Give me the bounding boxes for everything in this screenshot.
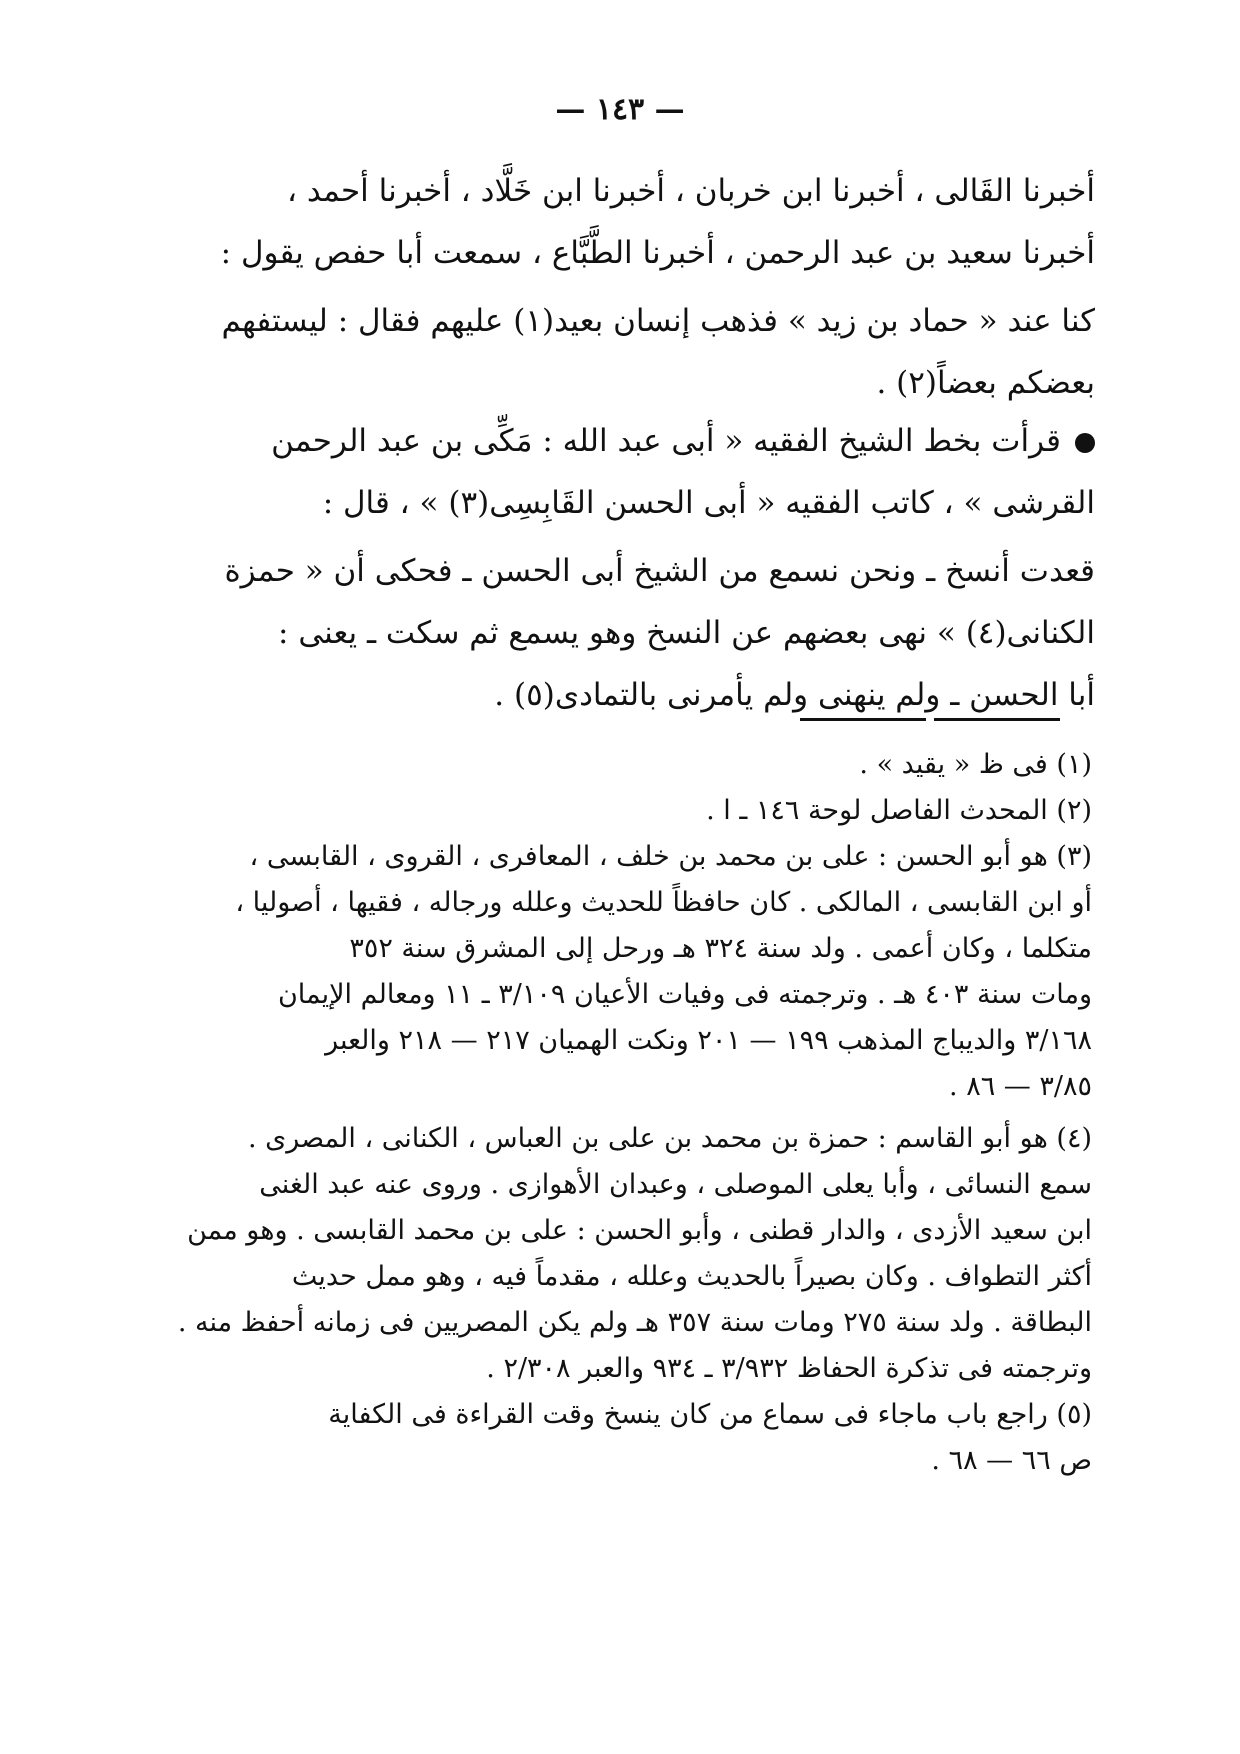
text-line: قعدت أنسخ ـ ونحن نسمع من الشيخ أبى الحسن ـ فحكى أن « حمزة [224,553,1095,589]
footnote-line: ابن سعيد الأزدى ، والدار قطنى ، وأبو الحسن : على بن محمد القابسى . وهو ممن [187,1215,1092,1246]
text-line: بعضكم بعضاً(٢) . [876,365,1095,401]
paragraph-isnad [195,160,1095,284]
footnote-4 [172,1116,1092,1392]
text-line: الكنانى(٤) » نهى بعضهم عن النسخ وهو يسمع ثم سكت ـ يعنى : [278,615,1095,651]
footnote-line: سمع النسائى ، وأبا يعلى الموصلى ، وعبدان الأهوازى . وروى عنه عبد الغنى [259,1169,1092,1200]
footnote-line: (٤) هو أبو القاسم : حمزة بن محمد بن على بن العباس ، الكنانى ، المصرى . [247,1123,1092,1154]
text-line: أبا الحسن ـ ولم ينهنى ولم يأمرنى بالتمادى(٥) . [494,677,1095,713]
footnote-line: أكثر التطواف . وكان بصيراً بالحديث وعلله ، مقدماً فيه ، وهو ممل حديث [291,1261,1092,1292]
text-line: قرأت بخط الشيخ الفقيه « أبى عبد الله : مَكِّى بن عبد الرحمن [195,410,1095,472]
footnote-line: أو ابن القابسى ، المالكى . كان حافظاً للحديث وعلله ورجاله ، فقيها ، أصوليا ، [235,887,1092,918]
footnote-5 [172,1392,1092,1484]
footnote-line: (٢) المحدث الفاصل لوحة ١٤٦ ـ ا . [706,795,1092,826]
page-number: — ١٤٣ — [555,92,685,127]
paragraph-hammad [195,290,1095,414]
footnote-line: (١) فى ظ « يقيد » . [859,749,1092,780]
footnote-line: (٥) راجع باب ماجاء فى سماع من كان ينسخ وقت القراءة فى الكفاية [328,1399,1092,1430]
footnote-line: ٣/١٦٨ والديباج المذهب ١٩٩ — ٢٠١ ونكت الهميان ٢١٧ — ٢١٨ والعبر [325,1025,1092,1056]
paragraph-hamza [195,540,1095,726]
text-line: القرشى » ، كاتب الفقيه « أبى الحسن القَابِسِى(٣) » ، قال : [322,485,1095,521]
footnote-line: (٣) هو أبو الحسن : على بن محمد بن خلف ، المعافرى ، القروى ، القابسى ، [249,841,1092,872]
paragraph-makki [195,410,1095,534]
text-line: أخبرنا سعيد بن عبد الرحمن ، أخبرنا الطَّبَّاع ، سمعت أبا حفص يقول : [220,235,1095,271]
footnote-line: ٣/٨٥ — ٨٦ . [949,1071,1092,1102]
footnote-2 [172,788,1092,834]
footnote-line: البطاقة . ولد سنة ٢٧٥ ومات سنة ٣٥٧ هـ ولم يكن المصريين فى زمانه أحفظ منه . [177,1307,1092,1338]
footnote-line: ص ٦٦ — ٦٨ . [931,1445,1092,1476]
text-line: كنا عند « حماد بن زيد » فذهب إنسان بعيد(١) عليهم فقال : ليستفهم [221,303,1095,339]
text-line: أخبرنا القَالى ، أخبرنا ابن خربان ، أخبرنا ابن خَلَّاد ، أخبرنا أحمد ، [286,173,1095,209]
footnote-divider [800,718,1060,721]
footnote-line: متكلما ، وكان أعمى . ولد سنة ٣٢٤ هـ ورحل إلى المشرق سنة ٣٥٢ [349,933,1092,964]
footnotes [172,742,1092,1484]
bullet-icon [1075,433,1095,453]
footnote-3 [172,834,1092,1110]
footnote-line: وترجمته فى تذكرة الحفاظ ٣/٩٣٢ ـ ٩٣٤ والعبر ٢/٣٠٨ . [486,1353,1092,1384]
footnote-line: ومات سنة ٤٠٣ هـ . وترجمته فى وفيات الأعيان ٣/١٠٩ ـ ١١ ومعالم الإيمان [277,979,1092,1010]
footnote-1 [172,742,1092,788]
